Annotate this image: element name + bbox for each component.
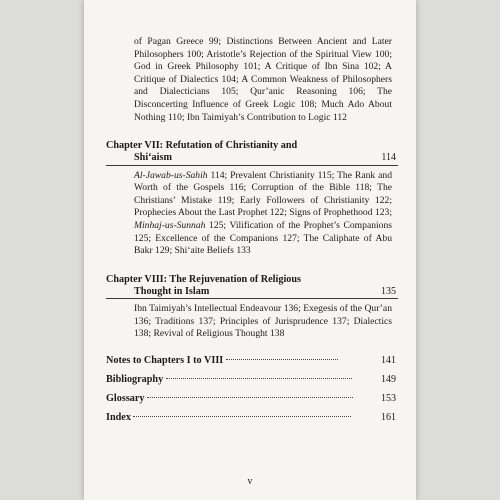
toc-entry-page-number: 141 (381, 354, 396, 366)
chapter-6-subtopics-continued: of Pagan Greece 99; Distinctions Between Ancient and Later Philosophers 100; Aristotle’s Rejection of the Spiritual View 100; God in Greek Philosophy 101; A Critique of Ibn Sina 102; A Critique of Dialectics 104; A Common Weakness of Philosophers and Dialecticians 105; Qur’anic Reasoning 106; The Disconcerting Influence of Greek Logic 108; Much Ado About Nothing 110; Ibn Taimiyah’s Contribution to Logic 112 (134, 36, 392, 123)
toc-entry-bibliography (106, 374, 398, 386)
toc-entry-page-number: 161 (381, 411, 396, 423)
chapter-8-title-line-1: Chapter VIII: The Rejuvenation of Religious (106, 273, 301, 285)
chapter-7-title-line-2-text: Shi‘aism (134, 152, 172, 164)
page-folio: v (247, 476, 253, 487)
chapter-7-subtopics (106, 170, 398, 258)
dot-leader (166, 378, 352, 379)
toc-entry-notes (106, 355, 398, 367)
dot-leader (133, 416, 351, 417)
chapter-8-heading (106, 274, 398, 299)
chapter-8-title-line-2-text: Thought in Islam (134, 285, 210, 297)
chapter-8-page-number: 135 (381, 285, 396, 297)
toc-entry-label: Notes to Chapters I to VIII (106, 354, 224, 366)
chapter-7-subtopic-italic-2: Minhaj-us-Sunnah (134, 219, 206, 231)
chapter-7-title-line-2 (106, 152, 398, 165)
chapter-8-title-line-2 (106, 286, 398, 299)
chapter-7-title-line-1: Chapter VII: Refutation of Christianity and (106, 140, 298, 152)
toc-entry-index (106, 412, 398, 424)
toc-entry-glossary (106, 393, 398, 405)
dot-leader (226, 359, 338, 360)
toc-entry-page-number: 149 (381, 373, 396, 385)
toc-entry-label: Bibliography (106, 373, 164, 385)
chapter-7-subtopic-italic-1: Al-Jawab-us-Sahih (134, 169, 208, 181)
toc-entry-page-number: 153 (381, 392, 396, 404)
chapter-8-subtopics: Ibn Taimiyah’s Intellectual Endeavour 136; Exegesis of the Qur’an 136; Traditions 137; Principles of Jurisprudence 137; Dialectics 138; Revival of Religious Thought 138 (134, 303, 392, 340)
table-of-contents (106, 34, 398, 424)
chapter-7-heading (106, 140, 398, 165)
chapter-7-subtopic-text-1: 114; Prevalent Christianity 115; The Rank and Worth of the Gospels 116; Corruption of the Bible 118; The Christians’ Mistake 119; Early Followers of Christianity 122; Prophecies About the Last Prophet 122; Signs of Prophethood 123; (134, 169, 392, 219)
chapter-7-page-number: 114 (381, 152, 396, 164)
toc-entry-label: Index (106, 411, 131, 423)
book-page (84, 0, 416, 500)
chapter-7-subtopic-text-2: 125; Vilification of the Prophet’s Companions 125; Excellence of the Companions 127; The Caliphate of Abu Bakr 129; Shi‘aite Beliefs 133 (134, 219, 392, 257)
toc-entry-label: Glossary (106, 392, 145, 404)
dot-leader (147, 397, 353, 398)
